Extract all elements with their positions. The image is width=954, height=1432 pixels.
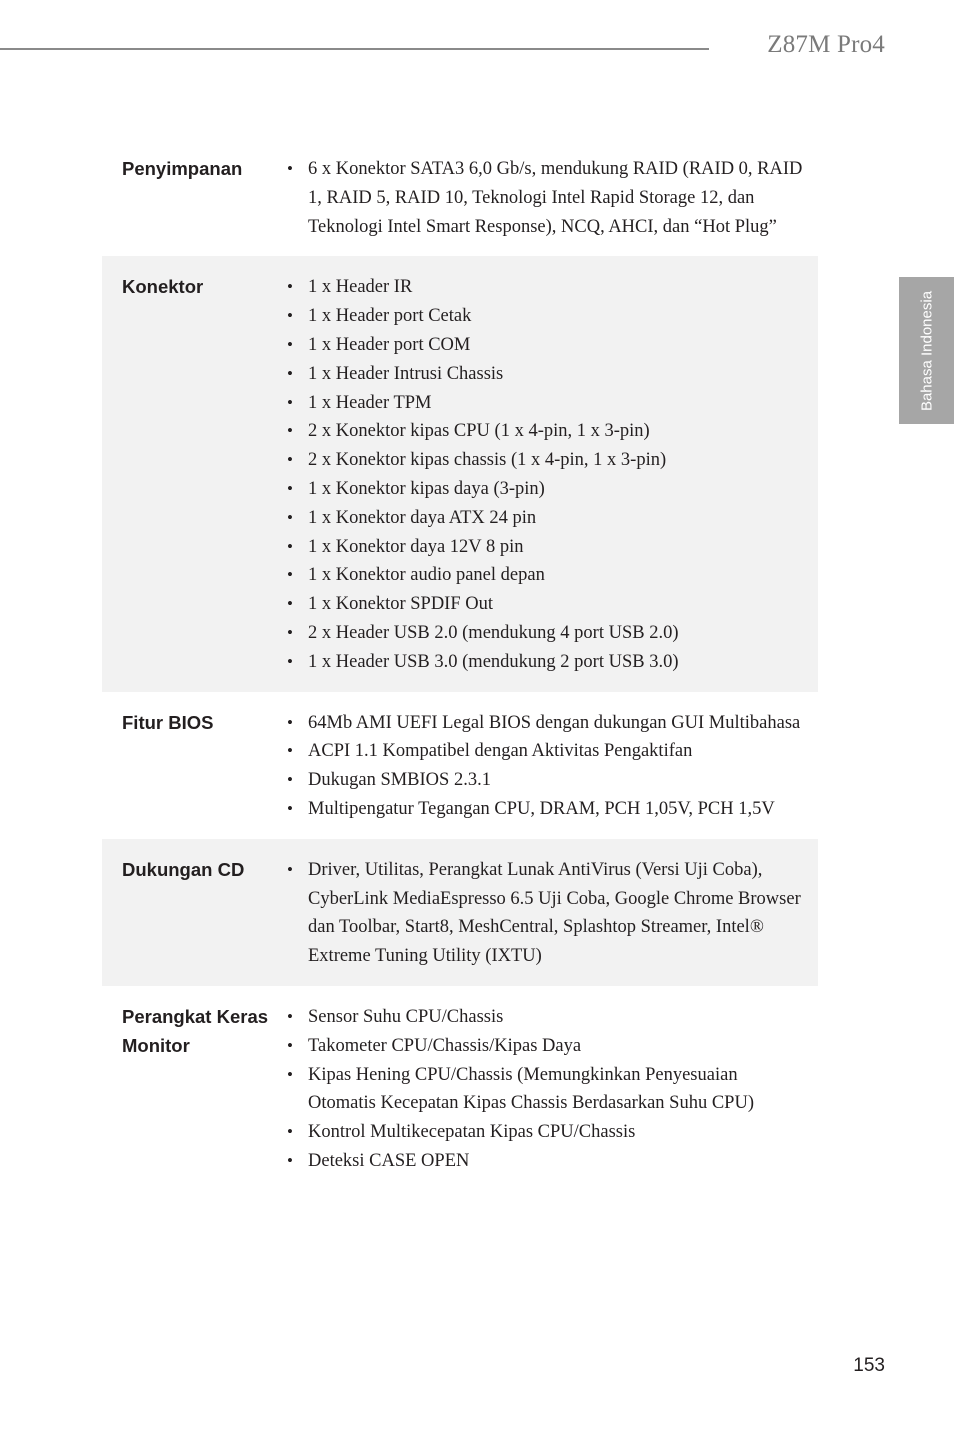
spec-list-item	[287, 856, 818, 971]
spec-list-item	[287, 1003, 818, 1032]
bullet-icon: •	[287, 306, 293, 326]
spec-item-text: 1 x Header TPM	[308, 392, 432, 413]
bullet-icon: •	[287, 392, 293, 412]
spec-item-text: Dukugan SMBIOS 2.3.1	[308, 770, 491, 791]
spec-item-text: 1 x Konektor daya ATX 24 pin	[308, 507, 537, 528]
bullet-icon: •	[287, 1006, 293, 1026]
spec-list-item	[287, 737, 818, 766]
spec-item-text: 1 x Header IR	[308, 277, 413, 298]
spec-item-text: Sensor Suhu CPU/Chassis	[308, 1006, 504, 1027]
spec-item-text: Deteksi CASE OPEN	[308, 1150, 470, 1171]
spec-item-text: Driver, Utilitas, Perangkat Lunak AntiVirus (Versi Uji Coba), CyberLink MediaEspresso 6.5 Uji Coba, Google Chrome Browser dan Toolbar, Start8, MeshCentral, Splashtop Streamer, Intel® Extreme Tuning Utility (IXTU)	[308, 859, 801, 967]
spec-list-item	[287, 360, 818, 389]
bullet-icon: •	[287, 159, 293, 178]
spec-row-label: Penyimpanan	[122, 158, 243, 179]
spec-row-label: Dukungan CD	[122, 858, 245, 880]
spec-row	[102, 692, 818, 839]
bullet-icon: •	[287, 1150, 293, 1170]
spec-item-text: 1 x Konektor SPDIF Out	[308, 594, 494, 615]
spec-row	[102, 986, 818, 1191]
spec-list-item	[287, 795, 818, 824]
language-side-tab	[899, 277, 954, 424]
bullet-icon: •	[287, 1122, 293, 1142]
language-side-tab-label: Bahasa Indonesia	[918, 290, 935, 411]
spec-item-text: 2 x Header USB 2.0 (mendukung 4 port USB 2.0)	[308, 622, 679, 643]
spec-item-text: Multipengatur Tegangan CPU, DRAM, PCH 1,05V, PCH 1,5V	[308, 798, 775, 819]
spec-row	[102, 138, 818, 256]
spec-list-item	[287, 331, 818, 360]
spec-item-text: 64Mb AMI UEFI Legal BIOS dengan dukungan GUI Multibahasa	[308, 712, 801, 733]
spec-row	[102, 839, 818, 986]
bullet-icon: •	[287, 1064, 293, 1084]
spec-item-list	[287, 155, 818, 241]
spec-item-text: Takometer CPU/Chassis/Kipas Daya	[308, 1035, 582, 1056]
spec-row-label: Fitur BIOS	[122, 711, 214, 733]
spec-row-label: Perangkat Keras Monitor	[122, 1005, 269, 1056]
spec-list-item	[287, 446, 818, 475]
bullet-icon: •	[287, 594, 293, 614]
spec-list-item	[287, 504, 818, 533]
spec-item-text: 2 x Konektor kipas chassis (1 x 4-pin, 1 x 3-pin)	[308, 450, 667, 471]
bullet-icon: •	[287, 712, 293, 732]
spec-list-item	[287, 648, 818, 677]
spec-item-text: 1 x Konektor audio panel depan	[308, 565, 545, 586]
page-number: 153	[853, 1355, 885, 1376]
bullet-icon: •	[287, 421, 293, 441]
spec-item-text: 2 x Konektor kipas CPU (1 x 4-pin, 1 x 3-pin)	[308, 421, 650, 442]
spec-item-text: ACPI 1.1 Kompatibel dengan Aktivitas Pengaktifan	[308, 741, 693, 762]
bullet-icon: •	[287, 798, 293, 818]
spec-list-item	[287, 709, 818, 738]
spec-row-label: Konektor	[122, 276, 204, 298]
spec-row	[102, 256, 818, 691]
spec-list-item	[287, 590, 818, 619]
spec-list-item	[287, 533, 818, 562]
specification-table	[102, 138, 818, 1191]
spec-item-text: 1 x Header USB 3.0 (mendukung 2 port USB 3.0)	[308, 651, 679, 672]
spec-item-text: 1 x Konektor kipas daya (3-pin)	[308, 478, 545, 499]
spec-list-item	[287, 475, 818, 504]
model-title: Z87M Pro4	[767, 31, 885, 58]
spec-item-text: 1 x Header port Cetak	[308, 306, 472, 327]
spec-list-item	[287, 766, 818, 795]
spec-item-list	[287, 1003, 818, 1176]
bullet-icon: •	[287, 277, 293, 297]
spec-list-item	[287, 561, 818, 590]
spec-list-item	[287, 1118, 818, 1147]
bullet-icon: •	[287, 651, 293, 671]
spec-item-text: 1 x Header Intrusi Chassis	[308, 363, 504, 384]
spec-item-text: Kontrol Multikecepatan Kipas CPU/Chassis	[308, 1122, 636, 1143]
spec-list-item	[287, 1032, 818, 1061]
spec-list-item	[287, 273, 818, 302]
spec-item-text: 1 x Header port COM	[308, 334, 471, 355]
bullet-icon: •	[287, 334, 293, 354]
spec-list-item	[287, 302, 818, 331]
bullet-icon: •	[287, 565, 293, 585]
spec-list-item	[287, 1147, 818, 1176]
spec-list-item	[287, 619, 818, 648]
bullet-icon: •	[287, 450, 293, 470]
bullet-icon: •	[287, 536, 293, 556]
bullet-icon: •	[287, 859, 293, 879]
spec-list-item	[287, 155, 818, 241]
spec-item-text: 6 x Konektor SATA3 6,0 Gb/s, mendukung RAID (RAID 0, RAID 1, RAID 5, RAID 10, Teknologi Intel Rapid Storage 12, dan Teknologi Intel Smart Response), NCQ, AHCI, dan “Hot Plug”	[308, 159, 803, 237]
spec-list-item	[287, 1061, 818, 1119]
bullet-icon: •	[287, 478, 293, 498]
spec-item-list	[287, 709, 818, 824]
bullet-icon: •	[287, 770, 293, 790]
spec-item-list	[287, 856, 818, 971]
spec-list-item	[287, 389, 818, 418]
bullet-icon: •	[287, 363, 293, 383]
spec-item-text: Kipas Hening CPU/Chassis (Memungkinkan Penyesuaian Otomatis Kecepatan Kipas Chassis Berdasarkan Suhu CPU)	[308, 1064, 754, 1114]
spec-list-item	[287, 417, 818, 446]
bullet-icon: •	[287, 1035, 293, 1055]
spec-item-list	[287, 273, 818, 676]
spec-item-text: 1 x Konektor daya 12V 8 pin	[308, 536, 524, 557]
header-rule	[0, 48, 709, 50]
bullet-icon: •	[287, 741, 293, 761]
bullet-icon: •	[287, 507, 293, 527]
bullet-icon: •	[287, 622, 293, 642]
